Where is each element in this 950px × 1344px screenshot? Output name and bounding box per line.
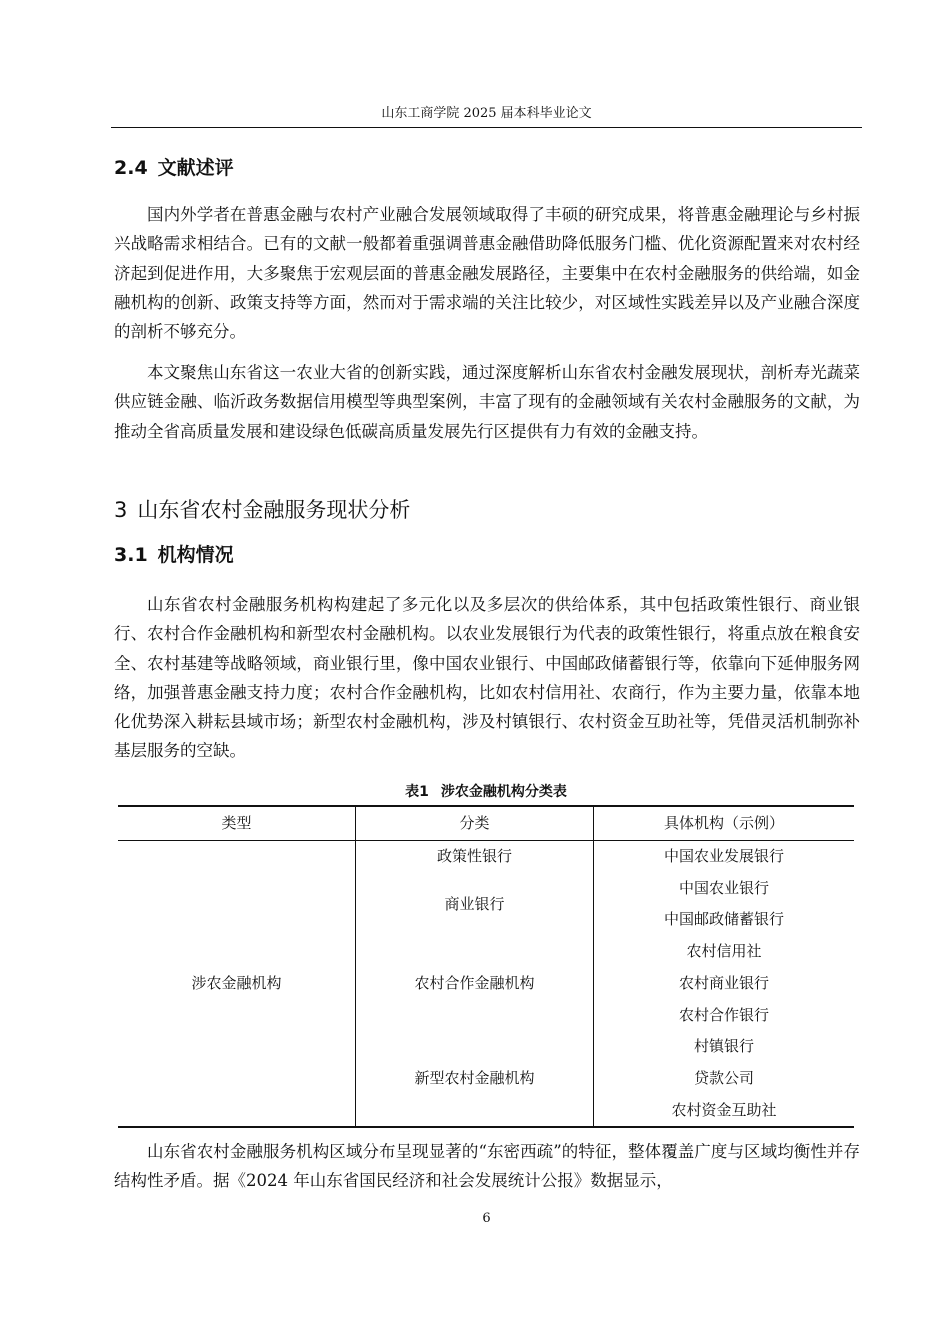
institution-cell: 村镇银行 bbox=[693, 1037, 754, 1056]
table-row bbox=[118, 841, 854, 873]
institution-cell: 中国邮政储蓄银行 bbox=[663, 910, 784, 929]
section-heading-3-1 bbox=[114, 543, 234, 567]
header-examples: 具体机构（示例） bbox=[663, 814, 784, 832]
table-caption bbox=[118, 783, 854, 801]
category-cell: 商业银行 bbox=[356, 873, 594, 936]
paragraph-literature-review-2: 本文聚焦山东省这一农业大省的创新实践，通过深度解析山东省农村金融发展现状，剖析寿光蔬菜供应链金融、临沂政务数据信用模型等典型案例，丰富了现有的金融领域有关农村金融服务的文献，为推动全省高质量发展和建设绿色低碳高质量发展先行区提供有力有效的金融支持。 bbox=[114, 363, 860, 441]
table-header-row bbox=[118, 806, 854, 841]
category-cell: 农村合作金融机构 bbox=[356, 936, 594, 1031]
institution-cell: 农村商业银行 bbox=[678, 973, 769, 992]
section-title: 机构情况 bbox=[157, 544, 234, 566]
paragraph-literature-review-1: 国内外学者在普惠金融与农村产业融合发展领域取得了丰硕的研究成果，将普惠金融理论与乡村振兴战略需求相结合。已有的文献一般都着重强调普惠金融借助降低服务门槛、优化资源配置来对农村经济起到促进作用，大多聚焦于宏观层面的普惠金融发展路径，主要集中在农村金融服务的供给端，如金融机构的创新、政策支持等方面，然而对于需求端的关注比较少，对区域性实践差异以及产业融合深度的剖析不够充分。 bbox=[114, 205, 860, 342]
institution-cell: 农村资金互助社 bbox=[671, 1100, 777, 1119]
header-rule bbox=[111, 127, 862, 128]
institution-cell: 贷款公司 bbox=[693, 1068, 754, 1087]
institution-cell: 中国农业银行 bbox=[678, 878, 769, 897]
institution-cell: 农村信用社 bbox=[686, 942, 762, 961]
section-number: 2.4 bbox=[114, 157, 148, 179]
section-heading-2-4 bbox=[114, 156, 234, 180]
running-header: 山东工商学院 2025 届本科毕业论文 bbox=[381, 106, 592, 121]
table-caption-number: 表1 bbox=[405, 784, 429, 800]
section-number: 3.1 bbox=[114, 544, 148, 566]
section-title: 文献述评 bbox=[157, 157, 234, 179]
section-title: 山东省农村金融服务现状分析 bbox=[137, 498, 411, 522]
page-number: 6 bbox=[482, 1211, 491, 1226]
section-number: 3 bbox=[114, 498, 128, 522]
institution-cell: 中国农业发展银行 bbox=[663, 847, 784, 865]
header-type: 类型 bbox=[118, 806, 356, 841]
paragraph-regional-distribution: 山东省农村金融服务机构区域分布呈现显著的“东密西疏”的特征，整体覆盖广度与区域均衡性并存结构性矛盾。据《2024 年山东省国民经济和社会发展统计公报》数据显示， bbox=[114, 1142, 860, 1191]
header-category: 分类 bbox=[356, 806, 594, 841]
institution-cell: 农村合作银行 bbox=[678, 1005, 769, 1024]
table-caption-title: 涉农金融机构分类表 bbox=[440, 784, 567, 800]
category-cell: 政策性银行 bbox=[356, 841, 594, 873]
paragraph-institutions: 山东省农村金融服务机构构建起了多元化以及多层次的供给体系，其中包括政策性银行、商业银行、农村合作金融机构和新型农村金融机构。以农业发展银行为代表的政策性银行，将重点放在粮食安全、农村基建等战略领域，商业银行里，像中国农业银行、中国邮政储蓄银行等，依靠向下延伸服务网络，加强普惠金融支持力度；农村合作金融机构，比如农村信用社、农商行，作为主要力量，依靠本地化优势深入耕耘县域市场；新型农村金融机构，涉及村镇银行、农村资金互助社等，凭借灵活机制弥补基层服务的空缺。 bbox=[114, 595, 860, 761]
category-cell: 新型农村金融机构 bbox=[356, 1031, 594, 1127]
section-heading-3 bbox=[114, 497, 410, 523]
type-cell: 涉农金融机构 bbox=[118, 841, 356, 1128]
institution-table bbox=[118, 805, 854, 1128]
